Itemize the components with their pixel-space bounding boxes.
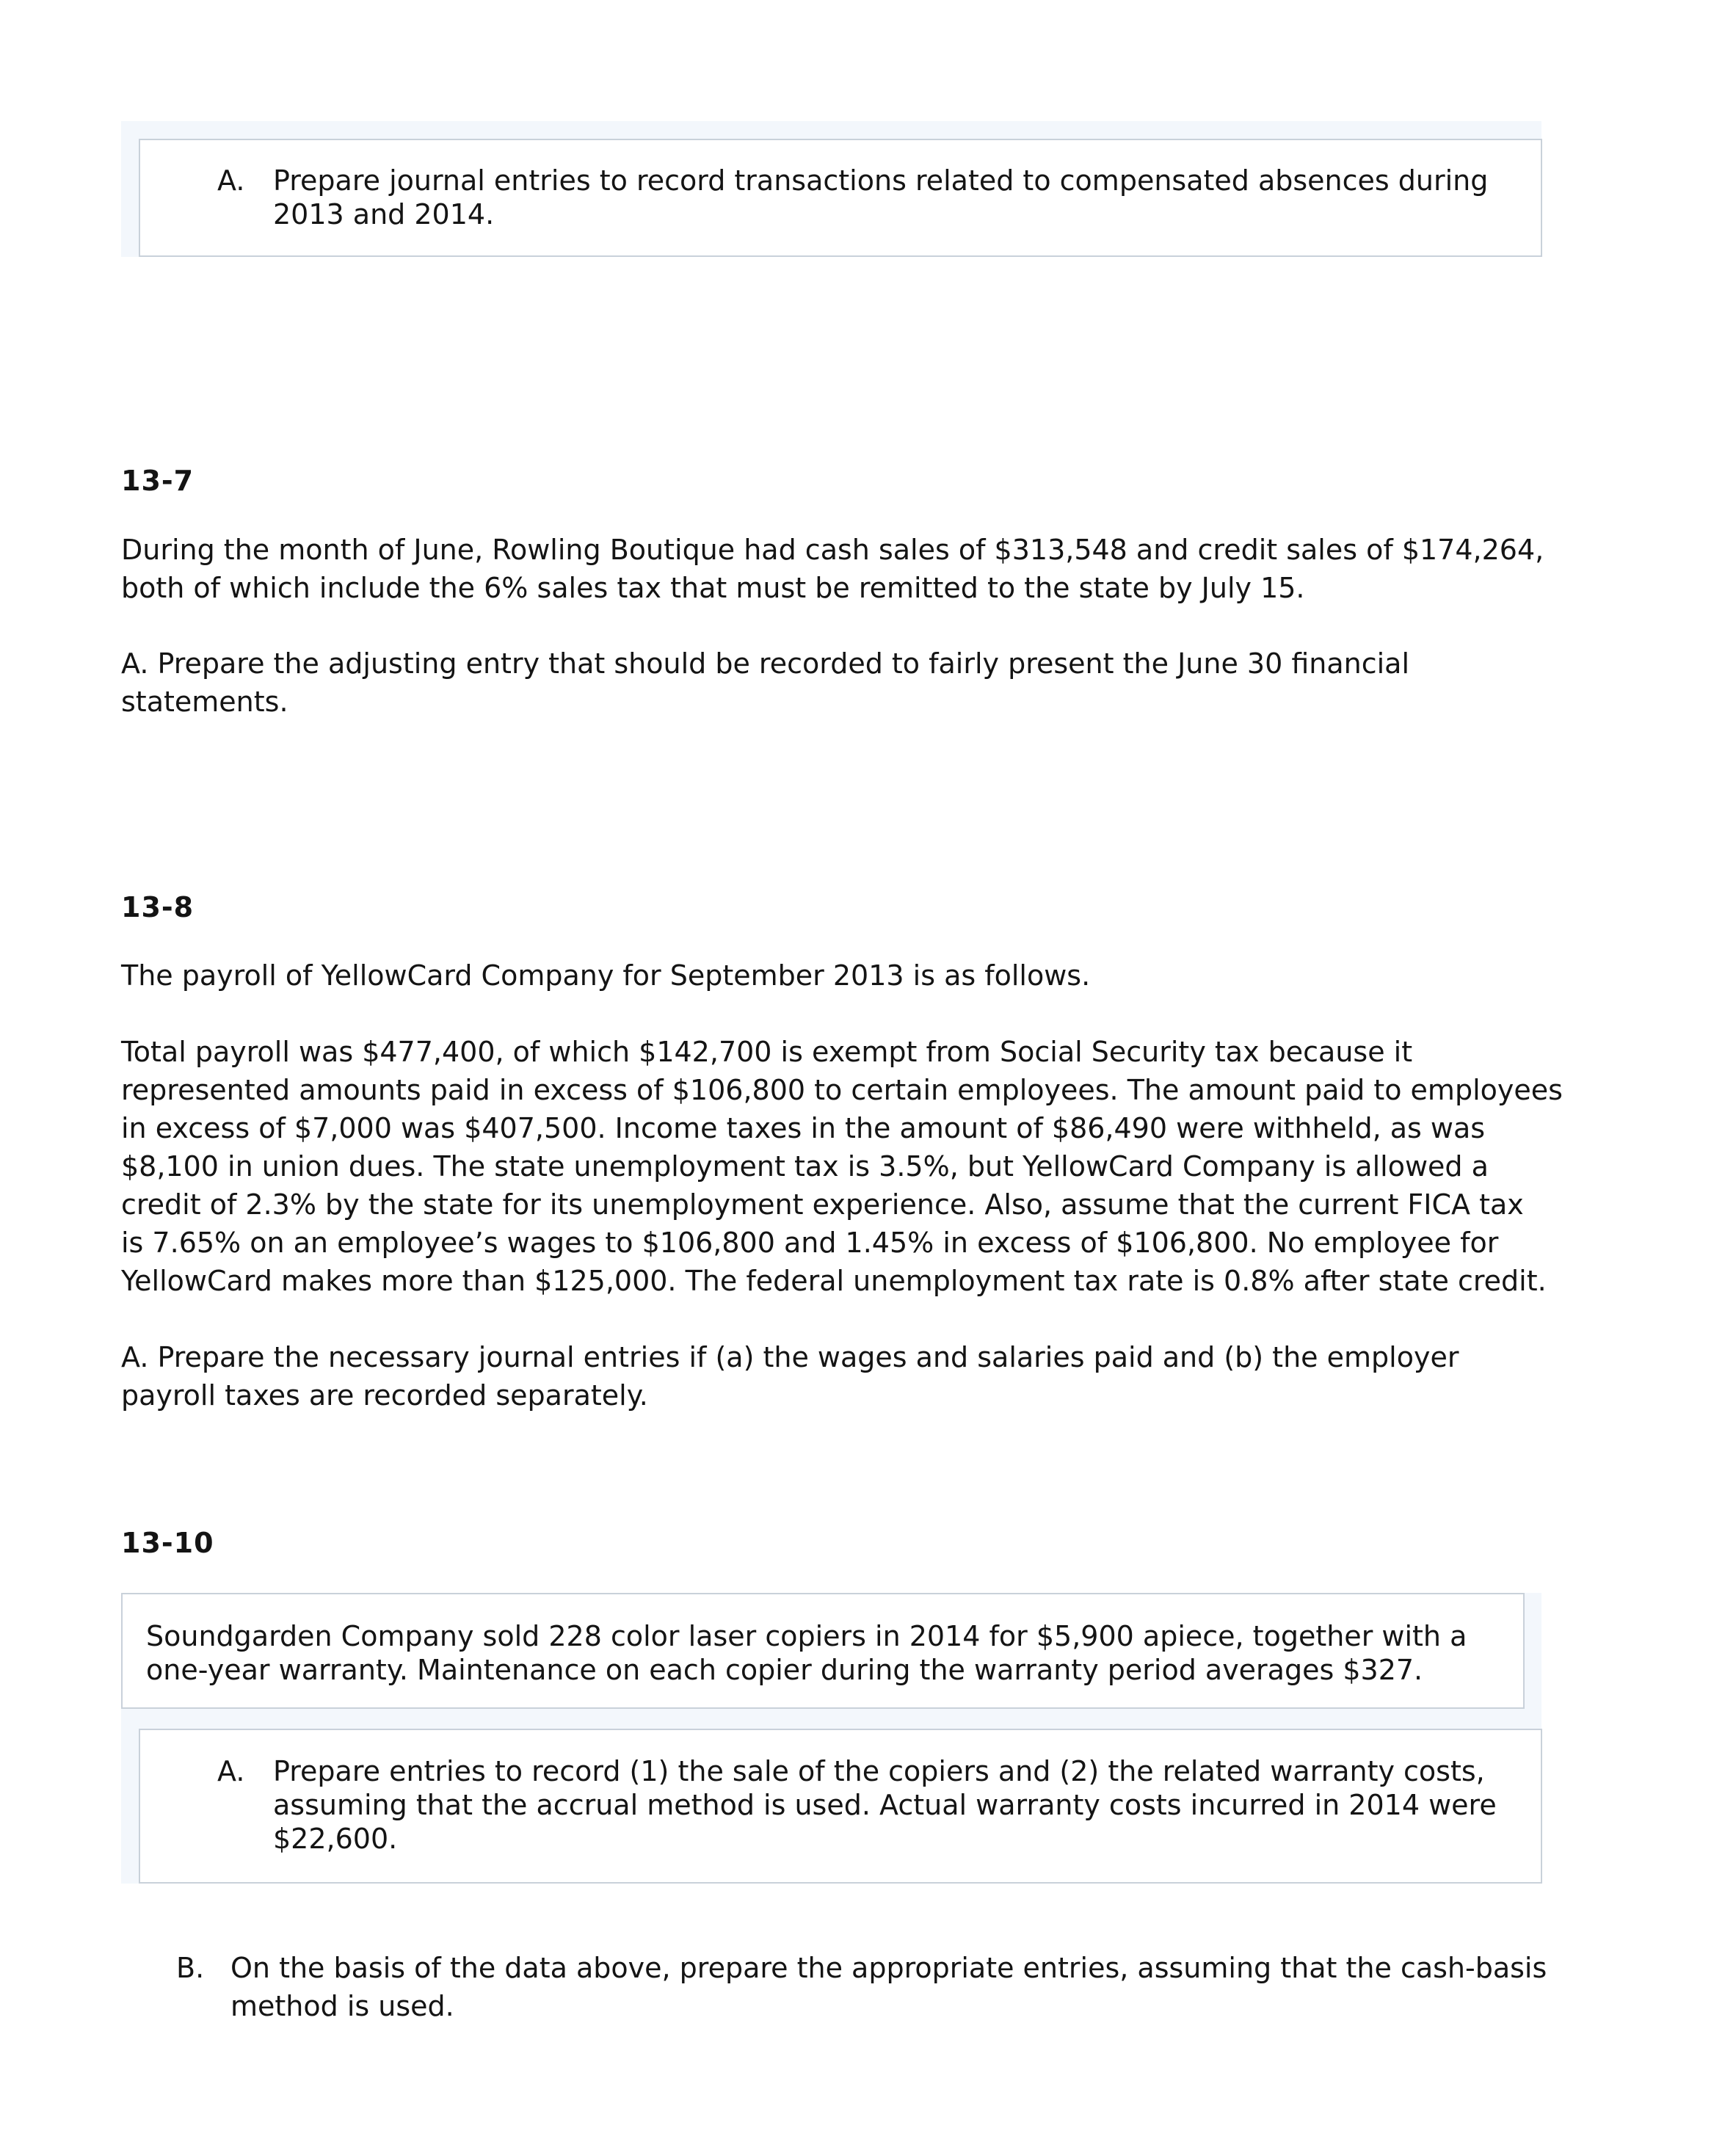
text-line: credit of 2.3% by the state for its unemployment experience. Also, assume that the current FICA tax [121, 1188, 1524, 1221]
list-letter-a: A. [217, 164, 245, 197]
text-line: 2013 and 2014. [273, 198, 495, 230]
section-heading-13-7: 13-7 [121, 465, 195, 497]
text-line: During the month of June, Rowling Boutique had cash sales of $313,548 and credit sales of $174,264, [121, 534, 1544, 566]
text-line: is 7.65% on an employee’s wages to $106,800 and 1.45% in excess of $106,800. No employee for [121, 1227, 1499, 1259]
text-line: Prepare entries to record (1) the sale of the copiers and (2) the related warranty costs, [273, 1755, 1485, 1787]
text-line: $8,100 in union dues. The state unemployment tax is 3.5%, but YellowCard Company is allowed a [121, 1150, 1489, 1183]
text-line: Soundgarden Company sold 228 color laser copiers in 2014 for $5,900 apiece, together with a [146, 1620, 1467, 1652]
text-line: A. Prepare the adjusting entry that should be recorded to fairly present the June 30 financial [121, 647, 1410, 680]
text-line: method is used. [230, 1990, 454, 2022]
text-line: assuming that the accrual method is used. Actual warranty costs incurred in 2014 were [273, 1789, 1497, 1821]
section-heading-13-10: 13-10 [121, 1527, 214, 1559]
list-letter-a: A. [217, 1755, 245, 1787]
text-line: statements. [121, 686, 288, 718]
section-13-7-intro [121, 531, 1589, 607]
text-line: represented amounts paid in excess of $106,800 to certain employees. The amount paid to employees [121, 1074, 1563, 1106]
text-line: Total payroll was $477,400, of which $142,700 is exempt from Social Security tax because it [121, 1036, 1413, 1068]
text-line: On the basis of the data above, prepare the appropriate entries, assuming that the cash-basis [230, 1952, 1547, 1984]
text-line: in excess of $7,000 was $407,500. Income taxes in the amount of $86,490 were withheld, as was [121, 1112, 1486, 1144]
section-13-8-intro [121, 956, 1589, 995]
text-line: The payroll of YellowCard Company for September 2013 is as follows. [121, 959, 1091, 992]
text-line: $22,600. [273, 1823, 398, 1855]
text-line: both of which include the 6% sales tax that must be remitted to the state by July 15. [121, 572, 1305, 604]
section-13-10-question-b [230, 1949, 1699, 2025]
section-heading-13-8: 13-8 [121, 891, 195, 923]
text-line: one-year warranty. Maintenance on each copier during the warranty period averages $327. [146, 1654, 1423, 1686]
question-text [273, 164, 1488, 231]
intro-text-13-10 [146, 1619, 1467, 1687]
text-line: Prepare journal entries to record transactions related to compensated absences during [273, 164, 1489, 197]
section-13-8-question-a [121, 1338, 1589, 1414]
section-13-7-question-a [121, 644, 1589, 721]
text-line: A. Prepare the necessary journal entries if (a) the wages and salaries paid and (b) the employer [121, 1341, 1459, 1373]
question-text [273, 1754, 1497, 1856]
text-line: payroll taxes are recorded separately. [121, 1379, 648, 1412]
text-line: YellowCard makes more than $125,000. The federal unemployment tax rate is 0.8% after state credit. [121, 1265, 1547, 1297]
section-13-8-body [121, 1033, 1589, 1300]
list-letter-b: B. [176, 1952, 205, 1984]
